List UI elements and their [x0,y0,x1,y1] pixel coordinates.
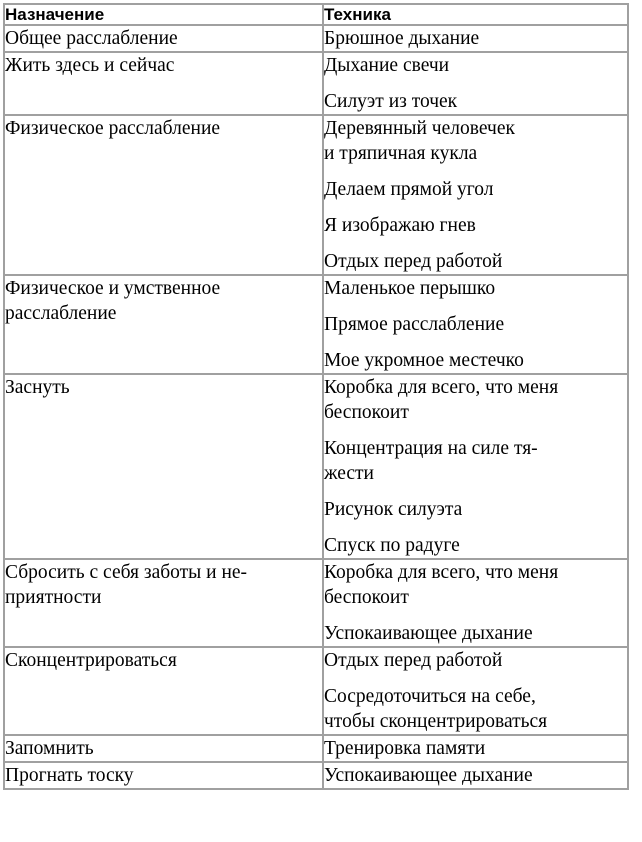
technique-entry-line: Спуск по радуге [324,535,460,556]
technique-entry-line: Делаем прямой угол [324,179,494,200]
technique-entry [324,312,627,337]
technique-entry-line: беспокоит [324,402,409,423]
purpose-text-line: Прогнать тоску [5,765,134,786]
cell-purpose [4,735,323,762]
cell-purpose [4,52,323,115]
technique-entry [324,53,627,78]
purpose-text [5,276,318,326]
technique-entry-line: Коробка для всего, что меня [324,377,559,398]
cell-technique [323,762,628,789]
technique-entry [324,684,627,734]
column-header-purpose: Назначение [4,4,323,25]
technique-entry-line: Силуэт из точек [324,91,458,112]
cell-purpose [4,115,323,275]
technique-entry [324,348,627,373]
purpose-text-line: Сбросить с себя заботы и не- [5,562,248,583]
table-header-row [4,4,628,25]
technique-entry [324,375,627,425]
cell-technique [323,275,628,374]
technique-entry [324,560,627,610]
technique-entry-line: Отдых перед работой [324,251,503,272]
table-row [4,374,628,559]
purpose-text-line: расслабление [5,303,117,324]
cell-purpose [4,275,323,374]
table-row [4,559,628,647]
technique-entry [324,26,627,51]
purpose-text [5,763,318,788]
technique-entry-line: Мое укромное местечко [324,350,524,371]
technique-entry [324,533,627,558]
cell-technique [323,52,628,115]
purpose-text-line: приятности [5,587,102,608]
table-row [4,762,628,789]
technique-entry-line: жести [324,463,374,484]
purpose-text-line: Жить здесь и сейчас [5,55,175,76]
technique-entry [324,763,627,788]
table-row [4,25,628,52]
technique-entry-line: Отдых перед работой [324,650,503,671]
purpose-text [5,53,318,78]
technique-entry-line: Успокаивающее дыхание [324,765,533,786]
technique-entry [324,436,627,486]
technique-entry-line: Коробка для всего, что меня [324,562,559,583]
technique-entry [324,648,627,673]
cell-technique [323,559,628,647]
purpose-text-line: Заснуть [5,377,70,398]
table-row [4,275,628,374]
technique-entry-line: Деревянный человечек [324,118,515,139]
table-row [4,647,628,735]
technique-entry [324,213,627,238]
purpose-text [5,116,318,141]
purpose-text-line: Физическое расслабление [5,118,221,139]
column-header-technique: Техника [323,4,628,25]
purpose-text [5,26,318,51]
technique-entry [324,116,627,166]
technique-entry-line: Концентрация на силе тя- [324,438,538,459]
cell-purpose [4,647,323,735]
technique-entry-line: Я изображаю гнев [324,215,476,236]
technique-entry-line: Дыхание свечи [324,55,450,76]
table-body [4,25,628,789]
technique-entry [324,177,627,202]
technique-entry-line: Брюшное дыхание [324,28,480,49]
technique-entry [324,621,627,646]
table-row [4,115,628,275]
technique-entry [324,89,627,114]
cell-technique [323,25,628,52]
table-container [3,3,627,790]
cell-purpose [4,25,323,52]
technique-entry-line: Сосредоточиться на себе, [324,686,536,707]
technique-entry-line: чтобы сконцентрироваться [324,711,548,732]
technique-entry-line: Успокаивающее дыхание [324,623,533,644]
purpose-text-line: Запомнить [5,738,94,759]
technique-entry [324,249,627,274]
cell-purpose [4,559,323,647]
purpose-text-line: Общее расслабление [5,28,178,49]
cell-technique [323,647,628,735]
table-row [4,735,628,762]
purpose-text [5,560,318,610]
cell-technique [323,115,628,275]
table-header [4,4,628,25]
purpose-text-line: Сконцентрироваться [5,650,177,671]
technique-entry-line: Тренировка памяти [324,738,486,759]
technique-entry-line: и тряпичная кукла [324,143,478,164]
cell-technique [323,735,628,762]
technique-entry-line: Рисунок силуэта [324,499,463,520]
technique-entry-line: Маленькое перышко [324,278,496,299]
technique-entry [324,497,627,522]
technique-entry-line: Прямое расслабление [324,314,505,335]
technique-entry [324,736,627,761]
relaxation-techniques-table [3,3,629,790]
cell-purpose [4,762,323,789]
technique-entry [324,276,627,301]
purpose-text [5,375,318,400]
purpose-text-line: Физическое и умственное [5,278,221,299]
purpose-text [5,648,318,673]
table-row [4,52,628,115]
cell-purpose [4,374,323,559]
cell-technique [323,374,628,559]
technique-entry-line: беспокоит [324,587,409,608]
purpose-text [5,736,318,761]
